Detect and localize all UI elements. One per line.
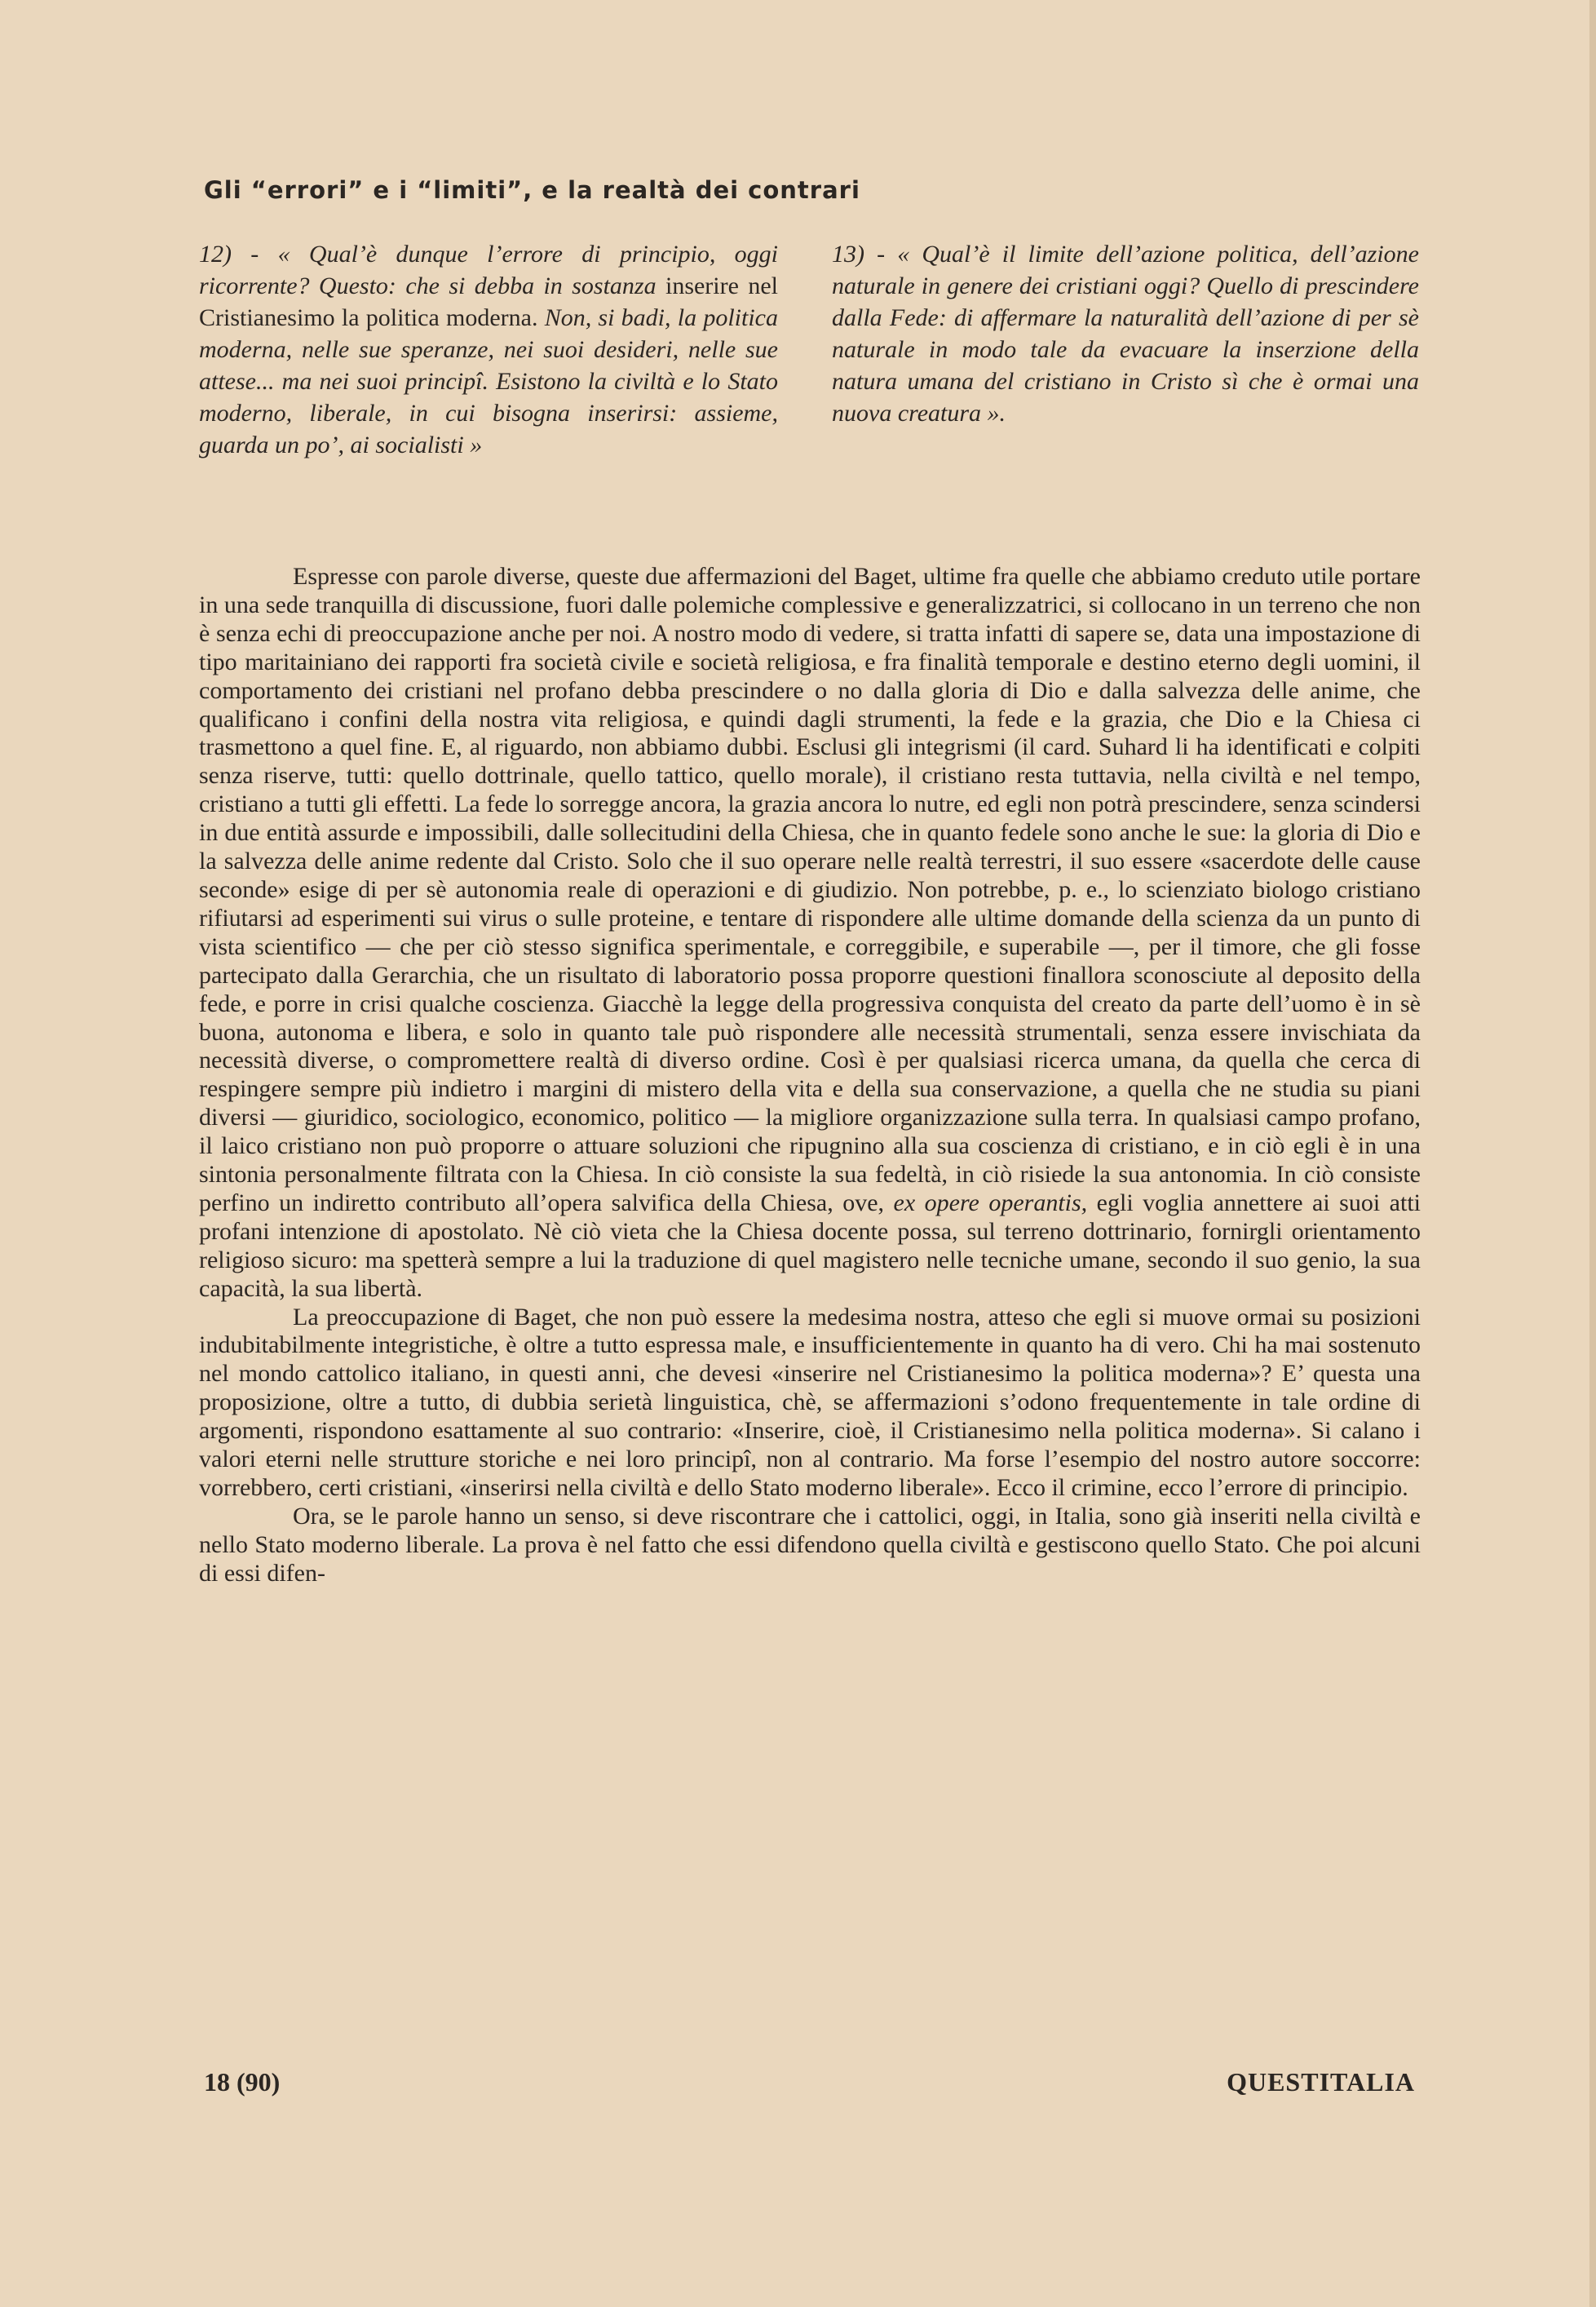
paragraph-text: Espresse con parole diverse, queste due affermazioni del Baget, ultime fra quelle che abbiamo creduto utile portare in una sede tranquilla di discussione, fuori dalle polemiche complessive e generalizzatrici, si collocano in un terreno che non è senza echi di preoccupazione anche per noi. A nostro modo di vedere, si tratta infatti di sapere se, data una impostazione di tipo maritainiano dei rapporti fra società civile e società religiosa, e fra finalità temporale e destino eterno degli uomini, il comportamento dei cristiani nel profano debba prescindere o no dalla gloria di Dio e dalla salvezza delle anime, che qualificano i confini della nostra vita religiosa, e quindi dagli strumenti, la fede e la grazia, che Dio e la Chiesa ci trasmettono a quel fine. E, al riguardo, non abbiamo dubbi. Esclusi gli integrismi (il card. Suhard li ha identificati e colpiti senza riserve, tutti: quello dottrinale, quello tattico, quello morale), il cristiano resta tuttavia, nella civiltà e nel tempo, cristiano a tutti gli effetti. La fede lo sorregge ancora, la grazia ancora lo nutre, ed egli non potrà prescindere, senza scindersi in due entità assurde e impossibili, dalle sollecitudini della Chiesa, che in quanto fedele sono anche le sue: la gloria di Dio e la salvezza delle anime redente dal Cristo. Solo che il suo operare nelle realtà terrestri, il suo essere «sacerdote delle cause seconde» esige di per sè autonomia reale di operazioni e di giudizio. Non potrebbe, p. e., lo scienziato biologo cristiano rifiutarsi ad esperimenti sui virus o sulle proteine, e tentare di rispondere alle ultime domande della scienza da un punto di vista scientifico — che per ciò stesso significa sperimentale, e correggibile, e superabile —, per il timore, che gli fosse partecipato dalla Gerarchia, che un risultato di laboratorio possa proporre questioni finallora sconosciute al deposito della fede, e porre in crisi qualche coscienza. Giacchè la legge della progressiva conquista del creato da parte dell’uomo è in sè buona, autonoma e libera, e solo in quanto tale può rispondere alle necessità strumentali, senza essere invischiata da necessità diverse, o compromettere realtà di diverso ordine. Così è per qualsiasi ricerca umana, da quella che cerca di respingere sempre più indietro i margini di mistero della vita e della sua conservazione, a quella che ne studia su piani diversi — giuridico, sociologico, economico, politico — la migliore organizzazione sulla terra. In qualsiasi campo profano, il laico cristiano non può proporre o attuare soluzioni che ripugnino alla sua coscienza di cristiano, e in ciò egli è in una sintonia personalmente filtrata con la Chiesa. In ciò consiste la sua fedeltà, in ciò risiede la sua antonomia. In ciò consiste perfino un indiretto contributo all’opera salvifica della Chiesa, ove, — [199, 563, 1421, 1216]
latin-phrase: ex opere operantis, — [893, 1189, 1088, 1216]
quote-text: « Qual’è il limite dell’azione politica, dell’azione naturale in genere dei cristiani oggi? Quello di prescindere dalla Fede: di affermare la naturalità dell’azione di per sè naturale in modo tale da evacuare la inserzione della natura umana del cristiano in Cristo sì che è ormai una nuova creatura ». — [832, 241, 1419, 427]
quote-number: 12) - — [199, 241, 278, 268]
quote-text: Non, si badi, la politica moderna, nelle sue speranze, nei suoi desideri, nelle sue attese... ma nei suoi principî. Esistono la civiltà e lo Stato moderno, liberale, in cui bisogna inserirsi: assieme, guarda un po’, ai socialisti » — [199, 304, 778, 458]
section-heading: Gli “errori” e i “limiti”, e la realtà dei contrari — [204, 176, 860, 204]
paragraph: Ora, se le parole hanno un senso, si deve riscontrare che i cattolici, oggi, in Italia, sono già inseriti nella civiltà e nello Stato moderno liberale. La prova è nel fatto che essi difendono quella civiltà e gestiscono quello Stato. Che poi alcuni di essi difen- — [199, 1502, 1421, 1587]
page-number: 18 (90) — [204, 2067, 281, 2097]
paragraph — [199, 563, 1421, 1304]
quote-text: inserire nel Cristianesimo la politica moderna. — [199, 272, 778, 331]
quote-left — [199, 238, 778, 461]
journal-name: QUESTITALIA — [1227, 2067, 1415, 2097]
paragraph: La preoccupazione di Baget, che non può essere la medesima nostra, atteso che egli si muove ormai su posizioni indubitabilmente integristiche, è oltre a tutto espressa male, e insufficientemente in quanto ha di vero. Chi ha mai sostenuto nel mondo cattolico italiano, in questi anni, che devesi «inserire nel Cristianesimo la politica moderna»? E’ questa una proposizione, oltre a tutto, di dubbia serietà linguistica, chè, se affermazioni s’odono frequentemente in tale ordine di argomenti, rispondono esattamente al suo contrario: «Inserire, cioè, il Cristianesimo nella politica moderna». Si calano i valori eterni nelle strutture storiche e nei loro principî, non al contrario. Ma forse l’esempio del nostro autore soccorre: vorrebbero, certi cristiani, «inserirsi nella civiltà e dello Stato moderno liberale». Ecco il crimine, ecco l’errore di principio. — [199, 1303, 1421, 1501]
quote-text: « Qual’è dunque l’errore di principio, oggi ricorrente? Questo: che si debba in sostanza — [199, 241, 779, 299]
quote-right — [832, 238, 1419, 429]
paragraph-text: egli voglia annettere ai suoi atti profani intenzione di apostolato. Nè ciò vieta che la Chiesa docente possa, sul terreno dottrinario, fornirgli orientamento religioso sicuro: ma spetterà sempre a lui la traduzione di quel magistero nelle tecniche umane, secondo il suo genio, la sua capacità, la sua libertà. — [199, 1189, 1421, 1302]
article-body — [199, 563, 1421, 1588]
quote-number: 13) - — [832, 241, 898, 268]
